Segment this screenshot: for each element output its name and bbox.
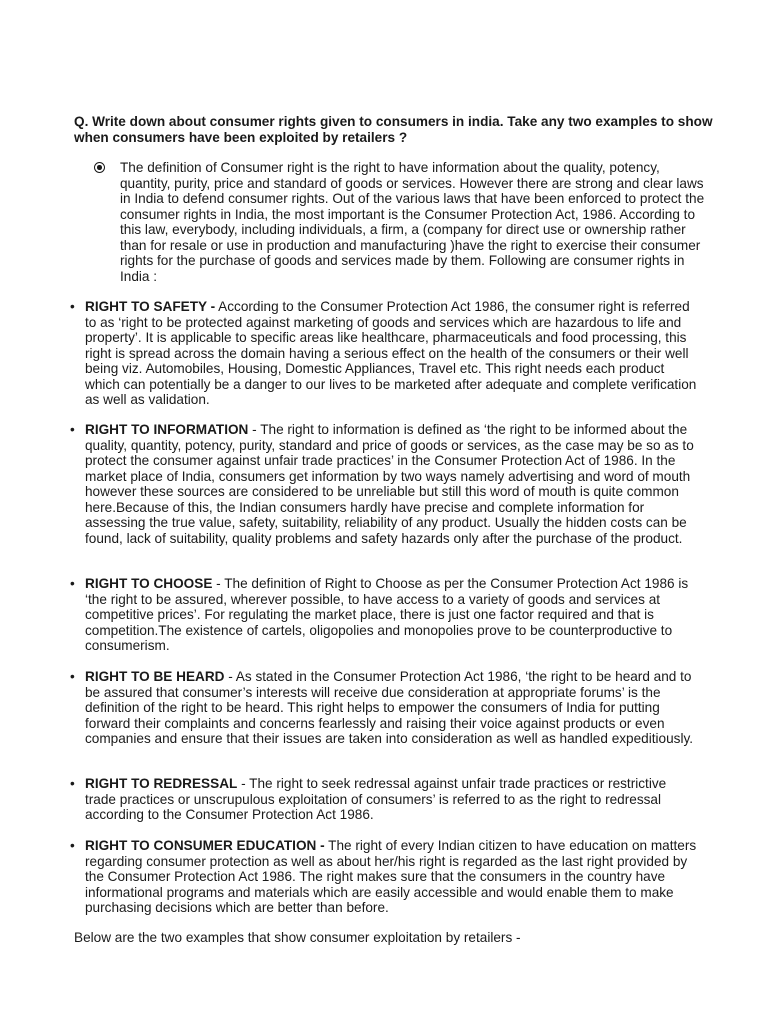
- right-content: [85, 669, 697, 747]
- right-title: RIGHT TO REDRESSAL: [85, 776, 238, 791]
- right-item-safety: [70, 299, 700, 408]
- right-text: According to the Consumer Protection Act 1986, the consumer right is referred to as ‘right to be protected against marketing of goods and services which are hazardous to life and property’. It is applicable to specific areas like healthcare, pharmaceuticals and food processing, this right is spread across the domain having a serious effect on the health of the consumers or their well being viz. Automobiles, Housing, Domestic Appliances, Travel etc. This right needs each product which can potentially be a danger to our lives to be marketed after adequate and complete verification as well as validation.: [85, 299, 697, 407]
- right-content: [85, 838, 697, 916]
- right-title: RIGHT TO BE HEARD: [85, 669, 225, 684]
- right-content: [85, 299, 697, 408]
- closing-paragraph: Below are the two examples that show consumer exploitation by retailers -: [74, 930, 521, 945]
- bullet-icon: •: [70, 299, 75, 314]
- right-title: RIGHT TO CHOOSE: [85, 576, 213, 591]
- right-item-redressal: [70, 776, 700, 823]
- right-content: [85, 576, 697, 654]
- right-text: - The right to information is defined as ‘the right to be informed about the quality, quantity, potency, purity, standard and price of goods or services, as the case may be so as to protect the consumer against unfair trade practices’ in the Consumer Protection Act of 1986. In the market place of India, consumers get information by two ways namely advertising and word of mouth however these sources are considered to be unreliable but still this word of mouth is quite common here.Because of this, the Indian consumers hardly have precise and complete information for assessing the true value, safety, suitability, reliability of any product. Usually the hidden costs can be found, lack of suitability, quality problems and safety hazards only after the purchase of the product.: [85, 422, 694, 546]
- radio-bullet-icon: [94, 162, 105, 173]
- bullet-icon: •: [70, 838, 75, 853]
- bullet-icon: •: [70, 776, 75, 791]
- right-title: RIGHT TO CONSUMER EDUCATION -: [85, 838, 325, 853]
- bullet-icon: •: [70, 422, 75, 437]
- right-text: - The right to seek redressal against unfair trade practices or restrictive trade practices or unscrupulous exploitation of consumers’ is referred to as the right to redressal according to the Consumer Protection Act 1986.: [85, 776, 667, 822]
- right-title: RIGHT TO INFORMATION: [85, 422, 249, 437]
- intro-text: The definition of Consumer right is the right to have information about the quality, potency, quantity, purity, price and standard of goods or services. However there are strong and clear laws in India to defend consumer rights. Out of the various laws that have been enforced to protect the consumer rights in India, the most important is the Consumer Protection Act, 1986. According to this law, everybody, including individuals, a firm, a (company for direct use or ownership rather than for resale or use in production and manufacturing )have the right to exercise their consumer rights for the purchase of goods and services made by them. Following are consumer rights in India :: [120, 160, 705, 284]
- question-heading: Q. Write down about consumer rights given to consumers in india. Take any two examples to show when consumers have been exploited by retailers ?: [74, 114, 713, 145]
- right-title: RIGHT TO SAFETY -: [85, 299, 216, 314]
- intro-paragraph: [94, 160, 714, 284]
- bullet-icon: •: [70, 669, 75, 684]
- right-item-be-heard: [70, 669, 700, 747]
- right-item-consumer-education: [70, 838, 700, 916]
- right-text: - As stated in the Consumer Protection Act 1986, ‘the right to be heard and to be assured that consumer’s interests will receive due consideration at appropriate forums’ is the definition of the right to be heard. This right helps to empower the consumers of India for putting forward their complaints and concerns fearlessly and raising their voice against products or even companies and ensure that their issues are taken into consideration as well as handled expeditiously.: [85, 669, 694, 746]
- right-item-choose: [70, 576, 700, 654]
- right-text: The right of every Indian citizen to have education on matters regarding consumer protection as well as about her/his right is regarded as the last right provided by the Consumer Protection Act 1986. The right makes sure that the consumers in the country have informational programs and materials which are easily accessible and would enable them to make purchasing decisions which are better than before.: [85, 838, 697, 915]
- right-content: [85, 422, 697, 546]
- right-item-information: [70, 422, 700, 546]
- right-text: - The definition of Right to Choose as per the Consumer Protection Act 1986 is ‘the right to be assured, wherever possible, to have access to a variety of goods and services at competitive prices’. For regulating the market place, there is just one factor required and that is competition.The existence of cartels, oligopolies and monopolies prove to be counterproductive to consumerism.: [85, 576, 689, 653]
- right-content: [85, 776, 697, 823]
- bullet-icon: •: [70, 576, 75, 591]
